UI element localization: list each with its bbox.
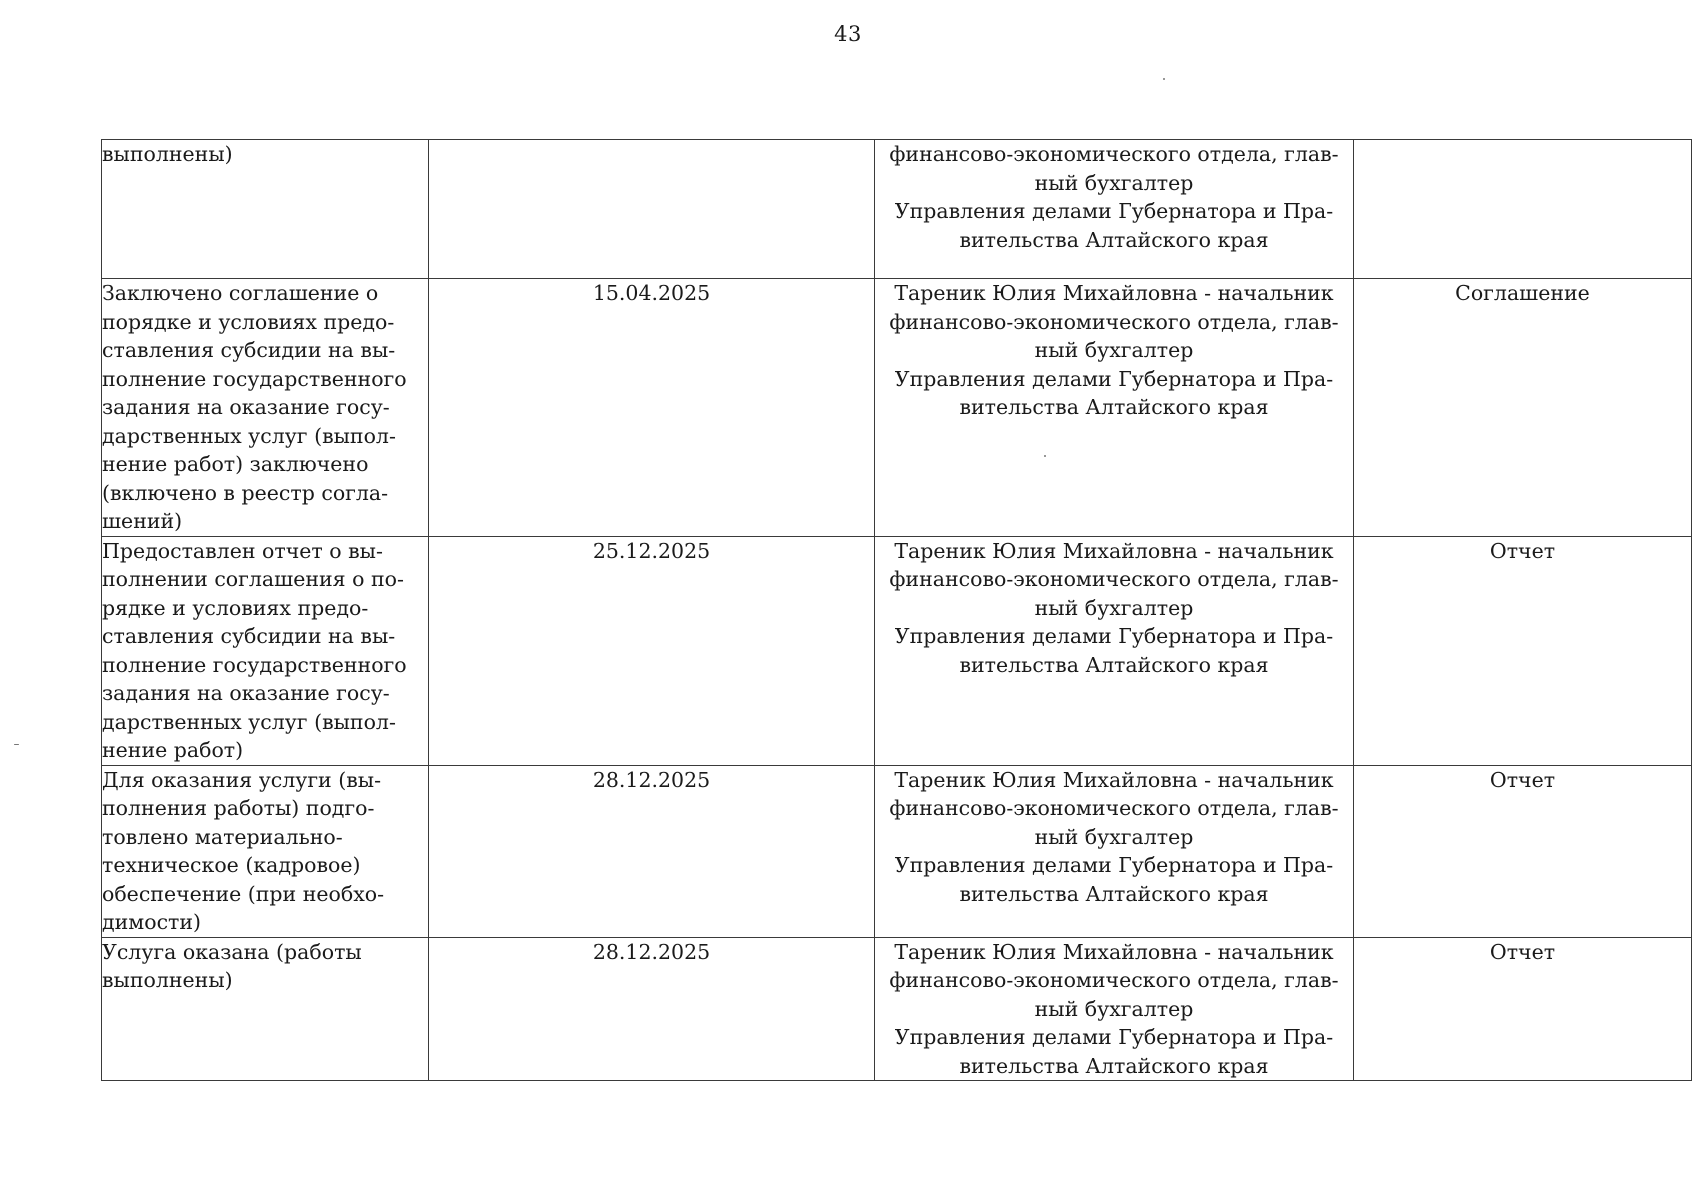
responsible-text-line: Управления делами Губернатора и Пра- — [894, 624, 1334, 648]
table-body — [102, 140, 1692, 1081]
task-text-line: техническое (кадровое) — [102, 853, 361, 877]
document-text: Отчет — [1489, 538, 1556, 563]
responsible-text-line: Управления делами Губернатора и Пра- — [894, 1025, 1334, 1049]
date-cell — [429, 765, 875, 937]
responsible-text-line: вительства Алтайского края — [959, 227, 1269, 252]
task-cell — [102, 279, 429, 537]
table-row — [102, 140, 1692, 279]
task-text-line: шений) — [102, 509, 183, 533]
task-text-line: порядке и условиях предо- — [102, 309, 395, 334]
responsible-text-line: ный бухгалтер — [1034, 824, 1194, 849]
table-row — [102, 765, 1692, 937]
page-number: 43 — [834, 22, 862, 46]
task-text-line: полнение государственного — [102, 366, 407, 391]
date-cell — [429, 279, 875, 537]
responsible-text-line: Тареник Юлия Михайловна - начальник — [894, 538, 1334, 563]
task-text-line: ставления субсидии на вы- — [102, 624, 396, 648]
date-cell — [429, 140, 875, 279]
task-text-line: товлено материально- — [102, 824, 343, 849]
table-row — [102, 279, 1692, 537]
task-text-line: димости) — [102, 910, 202, 934]
responsible-text-line: финансово-экономического отдела, глав- — [889, 968, 1339, 992]
document-cell — [1354, 140, 1692, 279]
task-text-line: нение работ) — [102, 738, 244, 762]
responsible-text-line: вительства Алтайского края — [959, 881, 1269, 906]
task-cell — [102, 140, 429, 279]
responsible-text-line: вительства Алтайского края — [959, 395, 1269, 419]
responsible-cell — [875, 140, 1354, 279]
task-cell — [102, 536, 429, 765]
responsible-text-line: Тареник Юлия Михайловна - начальник — [894, 939, 1334, 964]
responsible-text-line: финансово-экономического отдела, глав- — [889, 142, 1339, 166]
scan-speck — [1163, 78, 1165, 80]
document-text: Отчет — [1489, 767, 1556, 792]
responsible-cell — [875, 765, 1354, 937]
responsible-text-line: ный бухгалтер — [1034, 170, 1194, 195]
date-text: 25.12.2025 — [592, 538, 711, 563]
document-cell — [1354, 536, 1692, 765]
task-text-line: Услуга оказана (работы — [102, 939, 362, 964]
task-text-line: задания на оказание госу- — [102, 681, 390, 705]
task-text-line: (включено в реестр согла- — [102, 480, 389, 505]
document-cell — [1354, 765, 1692, 937]
task-text-line: полнения работы) подго- — [102, 796, 375, 820]
responsible-text-line: Управления делами Губернатора и Пра- — [894, 366, 1334, 391]
task-text-line: рядке и условиях предо- — [102, 595, 369, 620]
responsible-text-line: ный бухгалтер — [1034, 595, 1194, 620]
task-text-line: выполнены) — [102, 142, 233, 166]
document-text: Отчет — [1489, 939, 1556, 964]
responsible-text-line: Тареник Юлия Михайловна - начальник — [894, 281, 1334, 305]
task-text-line: дарственных услуг (выпол- — [102, 709, 396, 734]
responsible-cell — [875, 279, 1354, 537]
scan-speck — [14, 744, 19, 745]
responsible-cell — [875, 536, 1354, 765]
task-cell — [102, 937, 429, 1081]
task-text-line: ставления субсидии на вы- — [102, 338, 396, 362]
task-text-line: Заключено соглашение о — [102, 281, 379, 305]
table-row — [102, 536, 1692, 765]
responsible-text-line: вительства Алтайского края — [959, 652, 1269, 677]
date-text: 15.04.2025 — [592, 281, 711, 305]
responsible-text-line: ный бухгалтер — [1034, 338, 1194, 362]
task-text-line: Для оказания услуги (вы- — [102, 767, 382, 792]
responsible-text-line: Управления делами Губернатора и Пра- — [894, 853, 1334, 877]
responsible-text-line: финансово-экономического отдела, глав- — [889, 567, 1339, 591]
responsible-text-line: Тареник Юлия Михайловна - начальник — [894, 767, 1334, 792]
task-text-line: выполнены) — [102, 968, 233, 992]
document-text: Соглашение — [1455, 281, 1590, 305]
task-text-line: задания на оказание госу- — [102, 395, 390, 419]
task-cell — [102, 765, 429, 937]
task-text-line: обеспечение (при необхо- — [102, 881, 385, 906]
responsible-cell — [875, 937, 1354, 1081]
task-text-line: полнение государственного — [102, 652, 407, 677]
task-text-line: Предоставлен отчет о вы- — [102, 538, 383, 563]
date-text: 28.12.2025 — [592, 767, 711, 792]
responsible-text-line: финансово-экономического отдела, глав- — [889, 796, 1339, 820]
responsible-text-line: Управления делами Губернатора и Пра- — [894, 199, 1334, 223]
document-cell — [1354, 937, 1692, 1081]
table-row — [102, 937, 1692, 1081]
task-text-line: дарственных услуг (выпол- — [102, 423, 396, 448]
responsible-text-line: вительства Алтайского края — [959, 1053, 1269, 1078]
task-text-line: нение работ) заключено — [102, 452, 369, 476]
date-cell — [429, 536, 875, 765]
responsible-text-line: финансово-экономического отдела, глав- — [889, 309, 1339, 334]
document-cell — [1354, 279, 1692, 537]
responsible-text-line: ный бухгалтер — [1034, 996, 1194, 1021]
date-text: 28.12.2025 — [592, 939, 711, 964]
task-text-line: полнении соглашения о по- — [102, 567, 404, 591]
date-cell — [429, 937, 875, 1081]
schedule-table — [101, 139, 1692, 1081]
